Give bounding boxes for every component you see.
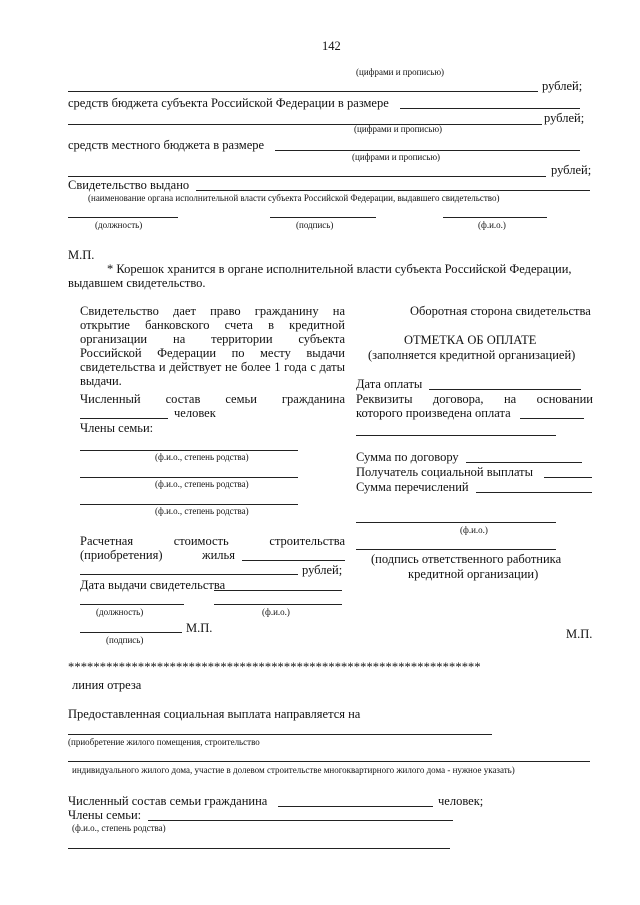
stub-position-field[interactable] xyxy=(80,604,184,605)
family-count-suffix: человек xyxy=(174,406,216,420)
fio-hint: (ф.и.о.) xyxy=(478,220,506,230)
recipient-field[interactable] xyxy=(544,477,592,478)
stamp-place: М.П. xyxy=(68,248,95,262)
member-hint-3: (ф.и.о., степень родства) xyxy=(155,506,249,516)
rights-line: свидетельства и действует не более 1 года с даты xyxy=(80,360,345,374)
issue-date-field[interactable] xyxy=(214,590,342,591)
bottom-members-field[interactable] xyxy=(148,820,453,821)
calc-cost-field-2[interactable] xyxy=(80,574,298,575)
stub-fio-field[interactable] xyxy=(214,604,342,605)
calc-cost-label-2: (приобретения) жилья xyxy=(80,548,235,562)
signature-field[interactable] xyxy=(270,217,376,218)
member-field-3[interactable] xyxy=(80,504,298,505)
rights-line: открытие банковского счета в кредитной xyxy=(80,318,345,332)
local-budget-line-2[interactable] xyxy=(68,176,546,177)
regional-budget-line-2[interactable] xyxy=(68,124,542,125)
signature-hint: (подпись) xyxy=(296,220,334,230)
calc-rub-label: рублей; xyxy=(302,563,343,577)
bottom-member-hint: (ф.и.о., степень родства) xyxy=(72,823,166,833)
payment-date-field[interactable] xyxy=(429,389,581,390)
cut-stars: ***************************************************************** xyxy=(68,660,481,674)
bank-signature-hint-1: (подпись ответственного работника xyxy=(371,552,562,566)
issued-by-field[interactable] xyxy=(196,190,590,191)
bank-fio-hint: (ф.и.о.) xyxy=(460,525,488,535)
family-count-label: Численный состав семьи гражданина xyxy=(80,392,345,406)
bottom-family-count-field[interactable] xyxy=(278,806,433,807)
rights-line: выдачи. xyxy=(80,374,122,388)
filled-by-note: (заполняется кредитной организацией) xyxy=(368,348,576,362)
position-field[interactable] xyxy=(68,217,178,218)
cut-line-label: линия отреза xyxy=(72,678,142,692)
issue-date-label: Дата выдачи свидетельства xyxy=(80,578,226,592)
issued-by-label: Свидетельство выдано xyxy=(68,178,190,192)
amount-line-1[interactable] xyxy=(68,91,538,92)
rights-line: организации на территории субъекта xyxy=(80,332,345,346)
bank-stamp-place: М.П. xyxy=(566,627,593,641)
back-side-title: Оборотная сторона свидетельства xyxy=(410,304,591,318)
persons-label: человек; xyxy=(438,794,484,808)
rights-line: Свидетельство дает право гражданину на xyxy=(80,304,345,318)
regional-budget-label: средств бюджета субъекта Российской Федерации в размере xyxy=(68,96,389,110)
page-number: 142 xyxy=(322,39,341,53)
purpose-field-1[interactable] xyxy=(68,734,492,735)
calc-cost-label: Расчетная стоимость строительства xyxy=(80,534,345,548)
contract-sum-field[interactable] xyxy=(466,462,582,463)
position-hint: (должность) xyxy=(95,220,143,230)
purpose-hint-2: индивидуального жилого дома, участие в долевом строительстве многоквартирного жилого дома - нужное указать) xyxy=(72,765,515,775)
stub-stamp-place: М.П. xyxy=(186,621,213,635)
contract-details-label-2: которого произведена оплата xyxy=(356,406,511,420)
bottom-members-field-2[interactable] xyxy=(68,848,450,849)
member-hint-1: (ф.и.о., степень родства) xyxy=(155,452,249,462)
recipient-label: Получатель социальной выплаты xyxy=(356,465,534,479)
stub-signature-hint: (подпись) xyxy=(106,635,144,645)
contract-details-label: Реквизиты договора, на основании xyxy=(356,392,593,406)
payment-mark-title: ОТМЕТКА ОБ ОПЛАТЕ xyxy=(404,333,537,347)
contract-details-field[interactable] xyxy=(520,418,584,419)
purpose-field-2[interactable] xyxy=(68,761,590,762)
member-field-2[interactable] xyxy=(80,477,298,478)
contract-details-field-2[interactable] xyxy=(356,435,556,436)
stub-signature-field[interactable] xyxy=(80,632,182,633)
rub-label-2: рублей; xyxy=(544,111,585,125)
purpose-hint-1: (приобретение жилого помещения, строительство xyxy=(68,737,260,747)
footnote-line-2: выдавшем свидетельство. xyxy=(68,276,206,290)
bank-fio-field[interactable] xyxy=(356,522,556,523)
rights-line: Российской Федерации по месту выдачи xyxy=(80,346,345,360)
stub-fio-hint: (ф.и.о.) xyxy=(262,607,290,617)
stub-position-hint: (должность) xyxy=(96,607,144,617)
member-field-1[interactable] xyxy=(80,450,298,451)
payment-date-label: Дата оплаты xyxy=(356,377,423,391)
local-budget-label: средств местного бюджета в размере xyxy=(68,138,265,152)
contract-sum-label: Сумма по договору xyxy=(356,450,459,464)
hint-figures-2: (цифрами и прописью) xyxy=(354,124,443,134)
family-count-field[interactable] xyxy=(80,418,168,419)
regional-budget-field[interactable] xyxy=(400,108,580,109)
issued-by-hint: (наименование органа исполнительной власти субъекта Российской Федерации, выдавшего свидетельство) xyxy=(88,193,500,203)
member-hint-2: (ф.и.о., степень родства) xyxy=(155,479,249,489)
hint-figures-1: (цифрами и прописью) xyxy=(356,67,445,77)
bottom-members-label: Члены семьи: xyxy=(68,808,142,822)
calc-cost-field[interactable] xyxy=(242,560,345,561)
rights-paragraph xyxy=(80,304,345,388)
rub-label-3: рублей; xyxy=(551,163,592,177)
bank-signature-hint-2: кредитной организации) xyxy=(408,567,539,581)
bottom-family-count-label: Численный состав семьи гражданина xyxy=(68,794,268,808)
directed-to-label: Предоставленная социальная выплата направляется на xyxy=(68,707,361,721)
rub-label-1: рублей; xyxy=(542,79,583,93)
transfer-sum-label: Сумма перечислений xyxy=(356,480,469,494)
members-label: Члены семьи: xyxy=(80,421,154,435)
transfer-sum-field[interactable] xyxy=(476,492,592,493)
fio-field[interactable] xyxy=(443,217,547,218)
local-budget-field[interactable] xyxy=(275,150,580,151)
bank-signature-field[interactable] xyxy=(356,549,556,550)
hint-figures-3: (цифрами и прописью) xyxy=(352,152,441,162)
footnote-line-1: * Корешок хранится в органе исполнительной власти субъекта Российской Федерации, xyxy=(107,262,572,276)
